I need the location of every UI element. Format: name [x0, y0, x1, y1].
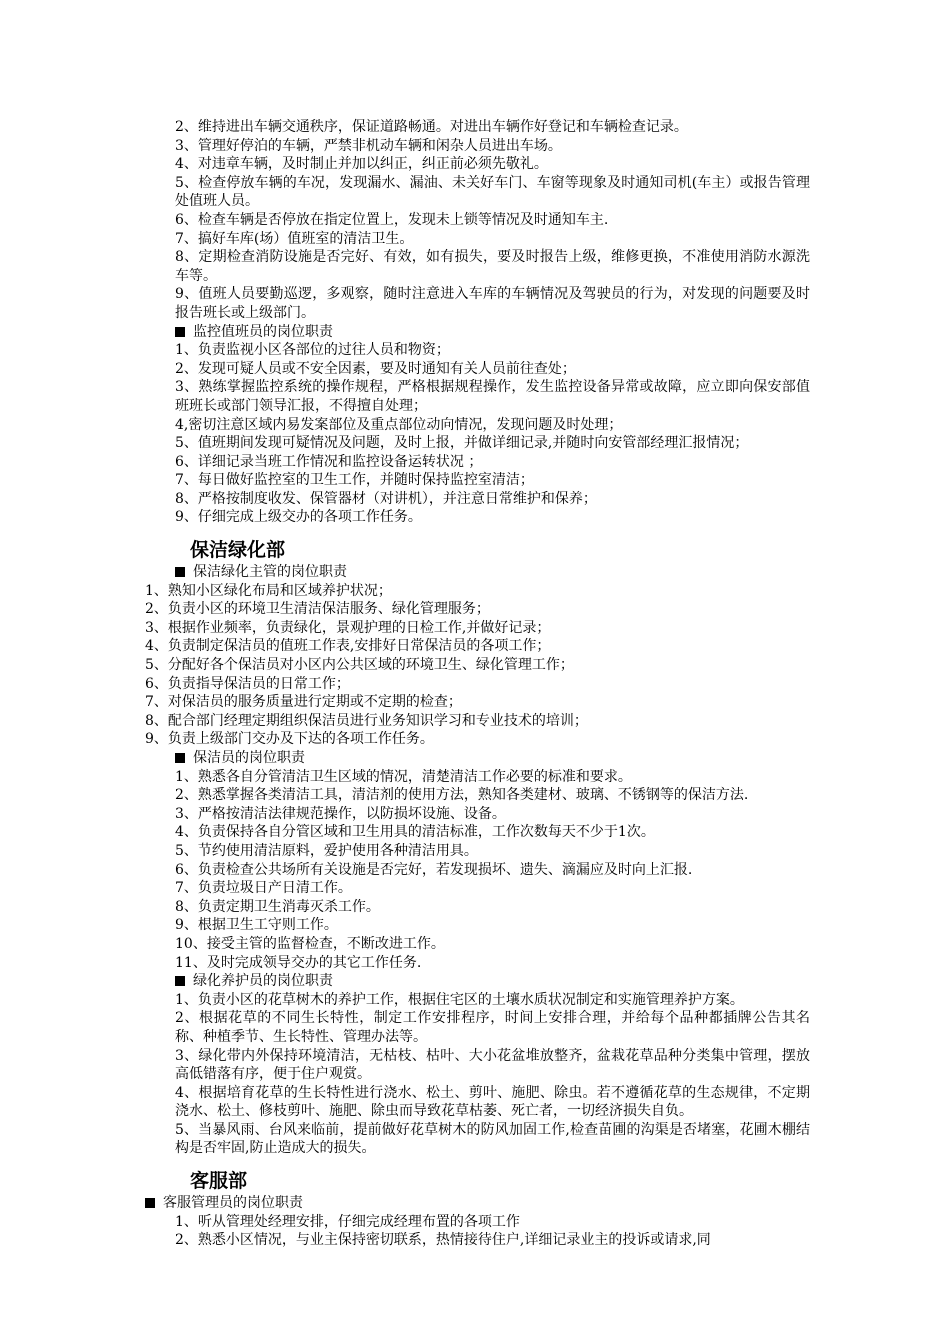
greening-duty-heading: 绿化养护员的岗位职责	[145, 972, 810, 991]
list-item: 4,密切注意区域内易发案部位及重点部位动向情况，发现问题及时处理；	[175, 416, 623, 433]
list-item: 5、值班期间发现可疑情况及问题，及时上报，并做详细记录,并随时向安管部经理汇报情况；	[175, 435, 749, 452]
list-item: 2、熟悉小区情况，与业主保持密切联系，热情接待住户,详细记录业主的投诉或请求,同	[175, 1232, 711, 1249]
list-item: 1、负责监视小区各部位的过往人员和物资；	[175, 342, 450, 359]
service-dept-title: 客服部	[190, 1170, 248, 1193]
list-item: 5、当暴风雨、台风来临前，提前做好花草树木的防风加固工作,检查苗圃的沟渠是否堵塞，花圃木棚结构是否牢固,防止造成大的损失。	[175, 1121, 810, 1157]
monitor-duty-heading: 监控值班员的岗位职责	[145, 323, 810, 342]
cleaner-duty-list	[145, 768, 810, 973]
list-item: 1、熟知小区绿化布局和区域养护状况；	[145, 582, 392, 599]
list-item: 6、负责检查公共场所有关设施是否完好，若发现损坏、遗失、滴漏应及时向上汇报.	[175, 861, 693, 878]
list-item: 9、值班人员要勤巡逻，多观察，随时注意进入车库的车辆情况及驾驶员的行为，对发现的问题要及时报告班长或上级部门。	[175, 286, 810, 321]
list-item: 1、听从管理处经理安排，仔细完成经理布置的各项工作	[175, 1213, 520, 1230]
list-item: 2、根据花草的不同生长特性，制定工作安排程序，时间上安排合理，并给每个品种都插牌公告其名称、种植季节、生长特性、管理办法等。	[175, 1010, 810, 1045]
list-item: 9、负责上级部门交办及下达的各项工作任务。	[145, 731, 434, 748]
list-item: 10、接受主管的监督检查，不断改进工作。	[175, 935, 445, 952]
list-item: 4、负责制定保洁员的值班工作表,安排好日常保洁员的各项工作；	[145, 638, 551, 655]
list-item: 11、及时完成领导交办的其它工作任务.	[175, 954, 422, 971]
list-item: 2、发现可疑人员或不安全因素，要及时通知有关人员前往查处；	[175, 360, 576, 377]
list-item: 7、对保洁员的服务质量进行定期或不定期的检查；	[145, 694, 462, 711]
document-page	[145, 118, 810, 1250]
list-item: 8、严格按制度收发、保管器材（对讲机），并注意日常维护和保养；	[175, 490, 597, 507]
list-item: 1、负责小区的花草树木的养护工作，根据住宅区的土壤水质状况制定和实施管理养护方案。	[175, 991, 744, 1008]
list-item: 3、熟练掌握监控系统的操作规程，严格根据规程操作，发生监控设备异常或故障，应立即向保安部值班班长或部门领导汇报，不得擅自处理；	[175, 379, 810, 414]
list-item: 3、严格按清洁法律规范操作，以防损坏设施、设备。	[175, 805, 506, 822]
list-item: 2、维持进出车辆交通秩序，保证道路畅通。对进出车辆作好登记和车辆检查记录。	[175, 119, 688, 135]
cleaner-duty-heading: 保洁员的岗位职责	[145, 749, 810, 768]
list-item: 5、分配好各个保洁员对小区内公共区域的环境卫生、绿化管理工作；	[145, 657, 574, 674]
list-item: 5、检查停放车辆的车况，发现漏水、漏油、未关好车门、车窗等现象及时通知司机(车主）或报告管理处值班人员。	[175, 174, 810, 210]
square-bullet-icon	[175, 976, 185, 986]
monitor-duty-list	[145, 341, 810, 527]
square-bullet-icon	[145, 1198, 155, 1208]
list-item: 2、熟悉掌握各类清洁工具，清洁剂的使用方法，熟知各类建材、玻璃、不锈钢等的保洁方法.	[175, 787, 749, 804]
greening-duty-list	[145, 991, 810, 1158]
square-bullet-icon	[175, 753, 185, 763]
list-item: 8、负责定期卫生消毒灭杀工作。	[175, 898, 380, 915]
square-bullet-icon	[175, 327, 185, 337]
list-item: 3、管理好停泊的车辆，严禁非机动车辆和闲杂人员进出车场。	[175, 137, 562, 154]
list-item: 4、根据培育花草的生长特性进行浇水、松土、剪叶、施肥、除虫。若不遵循花草的生态规律，不定期浇水、松土、修枝剪叶、施肥、除虫而导致花草枯萎、死亡者，一切经济损失自负。	[175, 1084, 810, 1120]
list-item: 7、每日做好监控室的卫生工作，并随时保持监控室清洁；	[175, 472, 534, 489]
square-bullet-icon	[175, 567, 185, 577]
list-item: 9、根据卫生工守则工作。	[175, 917, 338, 934]
parking-duty-list	[145, 118, 810, 323]
list-item: 9、仔细完成上级交办的各项工作任务。	[175, 509, 422, 526]
list-item: 7、负责垃圾日产日清工作。	[175, 880, 352, 897]
cleaning-dept-title: 保洁绿化部	[190, 539, 286, 562]
list-item: 4、对违章车辆，及时制止并加以纠正，纠正前必须先敬礼。	[175, 156, 548, 173]
service-manager-list	[145, 1213, 810, 1250]
list-item: 2、负责小区的环境卫生清洁保洁服务、绿化管理服务；	[145, 601, 490, 618]
cleaning-supervisor-heading: 保洁绿化主管的岗位职责	[145, 563, 810, 582]
list-item: 1、熟悉各自分管清洁卫生区域的情况，清楚清洁工作必要的标准和要求。	[175, 768, 632, 785]
list-item: 5、节约使用清洁原料，爱护使用各种清洁用具。	[175, 842, 478, 859]
list-item: 7、搞好车库(场）值班室的清洁卫生。	[175, 230, 414, 247]
list-item: 8、定期检查消防设施是否完好、有效，如有损失，要及时报告上级，维修更换，不准使用消防水源洗车等。	[175, 249, 810, 284]
list-item: 3、绿化带内外保持环境清洁，无枯枝、枯叶、大小花盆堆放整齐，盆栽花草品种分类集中管理，摆放高低错落有序，便于住户观赏。	[175, 1047, 810, 1083]
list-item: 6、详细记录当班工作情况和监控设备运转状况 ；	[175, 453, 483, 470]
list-item: 6、检查车辆是否停放在指定位置上，发现未上锁等情况及时通知车主.	[175, 211, 609, 228]
list-item: 6、负责指导保洁员的日常工作；	[145, 675, 350, 692]
list-item: 3、根据作业频率，负责绿化，景观护理的日检工作,并做好记录；	[145, 619, 551, 636]
service-manager-heading: 客服管理员的岗位职责	[145, 1194, 810, 1213]
cleaning-supervisor-list	[145, 582, 810, 749]
list-item: 4、负责保持各自分管区域和卫生用具的清洁标准，工作次数每天不少于1次。	[175, 824, 655, 841]
list-item: 8、配合部门经理定期组织保洁员进行业务知识学习和专业技术的培训；	[145, 712, 588, 729]
